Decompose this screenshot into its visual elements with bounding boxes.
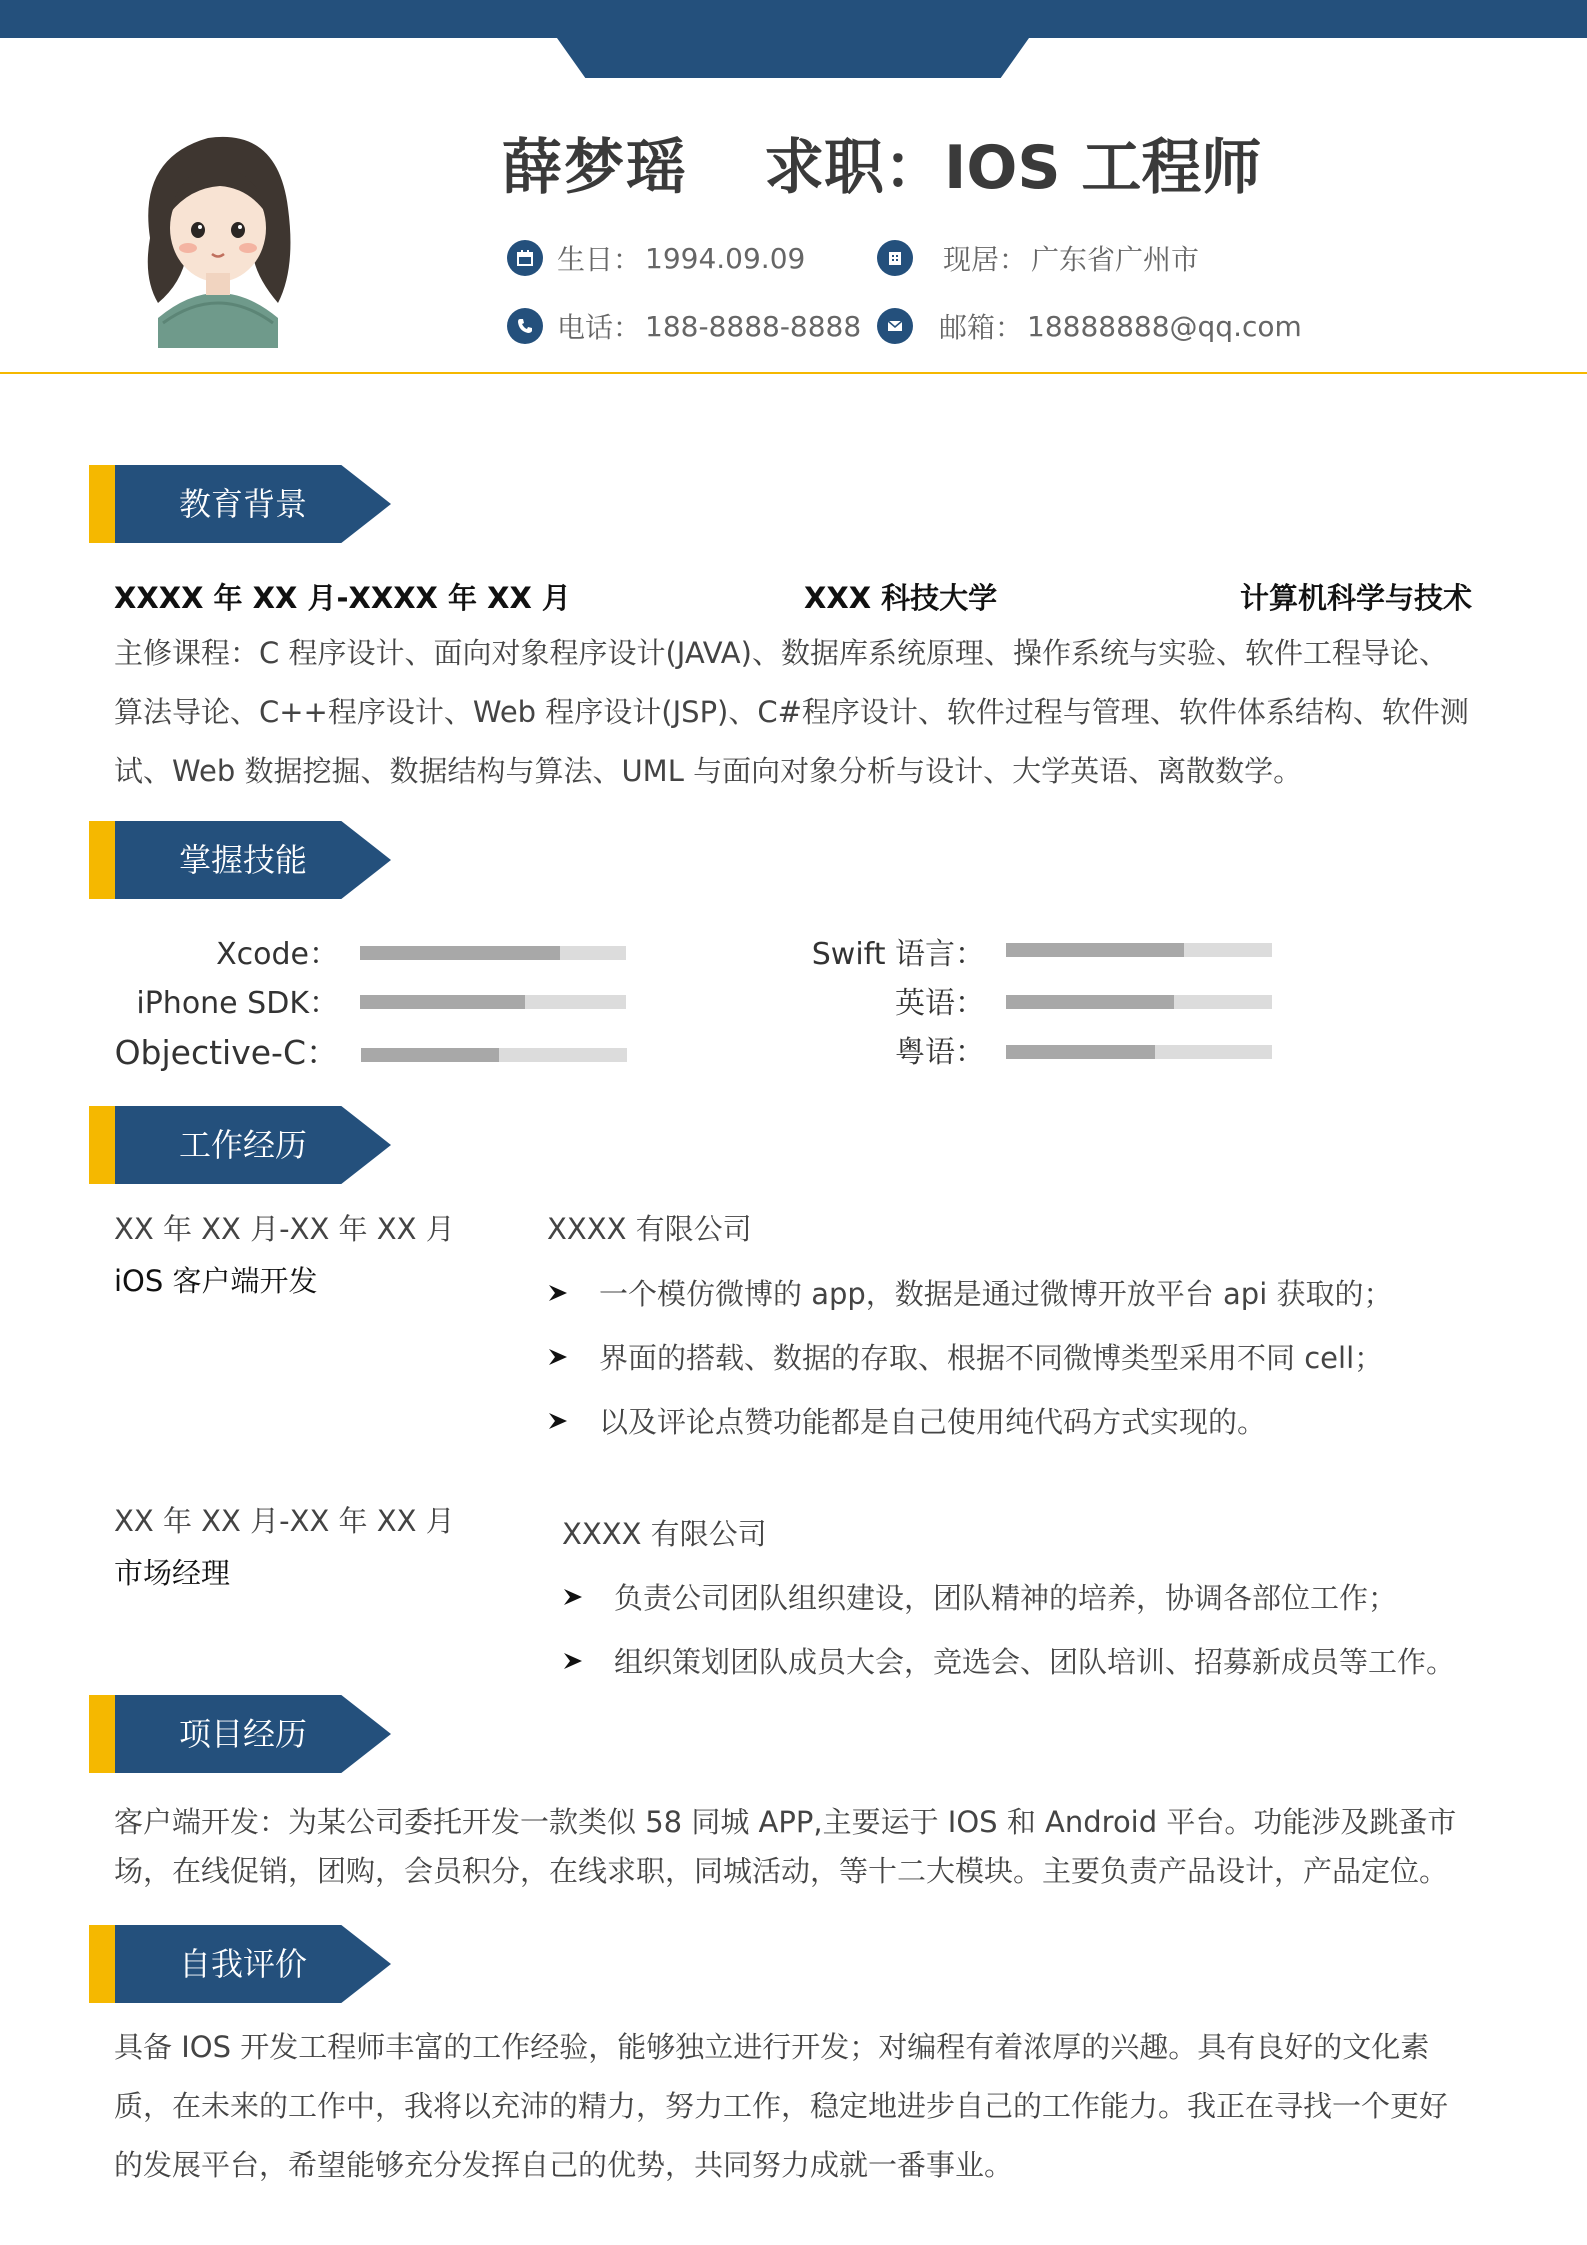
skill-label: Xcode： [216,937,339,972]
arrow-bullet-icon [547,1282,569,1304]
job-objective: 求职：IOS 工程师 [764,133,1262,203]
residence-info [877,238,1199,278]
name: 薛梦瑶 [502,133,688,203]
avatar [128,118,308,348]
job-role: 市场经理 [114,1556,231,1590]
section-education-header [89,465,391,543]
arrow-bullet-icon [562,1650,584,1672]
bullet-text: 一个模仿微博的 app，数据是通过微博开放平台 api 获取的； [599,1277,1393,1311]
skill-bar [361,1048,627,1062]
birthday-info [507,238,805,278]
skill-bar-fill [1006,995,1174,1009]
skill-bar-fill [360,946,560,960]
birthday-label: 生日： [557,243,642,276]
section-work-header [89,1106,391,1184]
section-title: 掌握技能 [179,841,308,879]
header-divider [0,372,1587,374]
arrow-bullet-icon [547,1346,569,1368]
bullet-text: 组织策划团队成员大会，竞选会、团队培训、招募新成员等工作。 [614,1645,1456,1679]
skill-bar-fill [1006,943,1184,957]
mail-icon [877,308,913,344]
job-bullet [547,1336,1383,1377]
section-skills-header [89,821,391,899]
skill-label: Swift 语言： [811,937,985,972]
bullet-text: 以及评论点赞功能都是自己使用纯代码方式实现的。 [599,1405,1267,1439]
skill-bar [1006,1045,1272,1059]
section-title: 自我评价 [179,1945,308,1983]
skill-label: iPhone SDK： [136,986,339,1021]
building-icon [877,240,913,276]
section-title: 工作经历 [179,1126,308,1164]
skill-bar [360,946,626,960]
calendar-icon [507,240,543,276]
self-eval-text: 具备 IOS 开发工程师丰富的工作经验，能够独立进行开发；对编程有着浓厚的兴趣。具有良好的文化素质，在未来的工作中，我将以充沛的精力，努力工作，稳定地进步自己的工作能力。我正在寻找一个更好的发展平台，希望能够充分发挥自己的优势，共同努力成就一番事业。 [114,2030,1449,2182]
accent-block [89,1925,115,2003]
projects-text: 客户端开发：为某公司委托开发一款类似 58 同城 APP,主要运于 IOS 和 Android 平台。功能涉及跳蚤市场，在线促销，团购，会员积分，在线求职，同城活动，等十二大模块。主要负责产品设计，产品定位。 [114,1805,1457,1888]
residence-label: 现居： [943,243,1028,276]
email-info [877,306,1302,346]
skill-bar [1006,943,1272,957]
job-bullet [547,1400,1266,1441]
section-self-eval-header [89,1925,391,2003]
accent-block [89,821,115,899]
accent-block [89,1106,115,1184]
email-value: 18888888@qq.com [1027,309,1302,343]
skill-bar-fill [1006,1045,1155,1059]
top-bar [0,0,1587,38]
job-bullet [562,1640,1455,1681]
job-company: XXXX 有限公司 [562,1517,767,1551]
arrow-bullet-icon [562,1586,584,1608]
skill-label: 粤语： [895,1035,985,1070]
skill-bar [1006,995,1272,1009]
job-period: XX 年 XX 月-XX 年 XX 月 [114,1212,455,1246]
skill-label: Objective-C： [114,1033,339,1072]
job-bullet [562,1576,1397,1617]
accent-block [89,465,115,543]
accent-block [89,1695,115,1773]
phone-icon [507,308,543,344]
skill-label: 英语： [895,986,985,1021]
email-label: 邮箱： [939,311,1024,344]
education-school: XXX 科技大学 [804,581,998,615]
phone-info [507,306,861,346]
section-title: 项目经历 [179,1715,308,1753]
phone-value: 188-8888-8888 [645,309,862,343]
skill-bar [360,995,626,1009]
arrow-bullet-icon [547,1410,569,1432]
section-projects-header [89,1695,391,1773]
job-company: XXXX 有限公司 [547,1212,752,1246]
skill-bar-fill [360,995,525,1009]
top-tab-decoration [557,38,1029,78]
education-major: 计算机科学与技术 [1239,581,1472,615]
section-title: 教育背景 [179,485,308,523]
phone-label: 电话： [557,311,642,344]
education-period: XXXX 年 XX 月-XXXX 年 XX 月 [114,581,571,615]
birthday-value: 1994.09.09 [645,241,806,275]
bullet-text: 负责公司团队组织建设，团队精神的培养，协调各部位工作； [614,1581,1398,1615]
job-period: XX 年 XX 月-XX 年 XX 月 [114,1504,455,1538]
education-courses: 主修课程：C 程序设计、面向对象程序设计(JAVA)、数据库系统原理、操作系统与实验、软件工程导论、算法导论、C++程序设计、Web 程序设计(JSP)、C#程序设计、软件过程与管理、软件体系结构、软件测试、Web 数据挖掘、数据结构与算法、UML 与面向对象分析与设计、大学英语、离散数学。 [114,636,1469,788]
bullet-text: 界面的搭载、数据的存取、根据不同微博类型采用不同 cell； [599,1341,1384,1375]
skill-bar-fill [361,1048,499,1062]
job-role: iOS 客户端开发 [114,1264,318,1298]
residence-value: 广东省广州市 [1031,243,1200,276]
job-bullet [547,1272,1392,1313]
